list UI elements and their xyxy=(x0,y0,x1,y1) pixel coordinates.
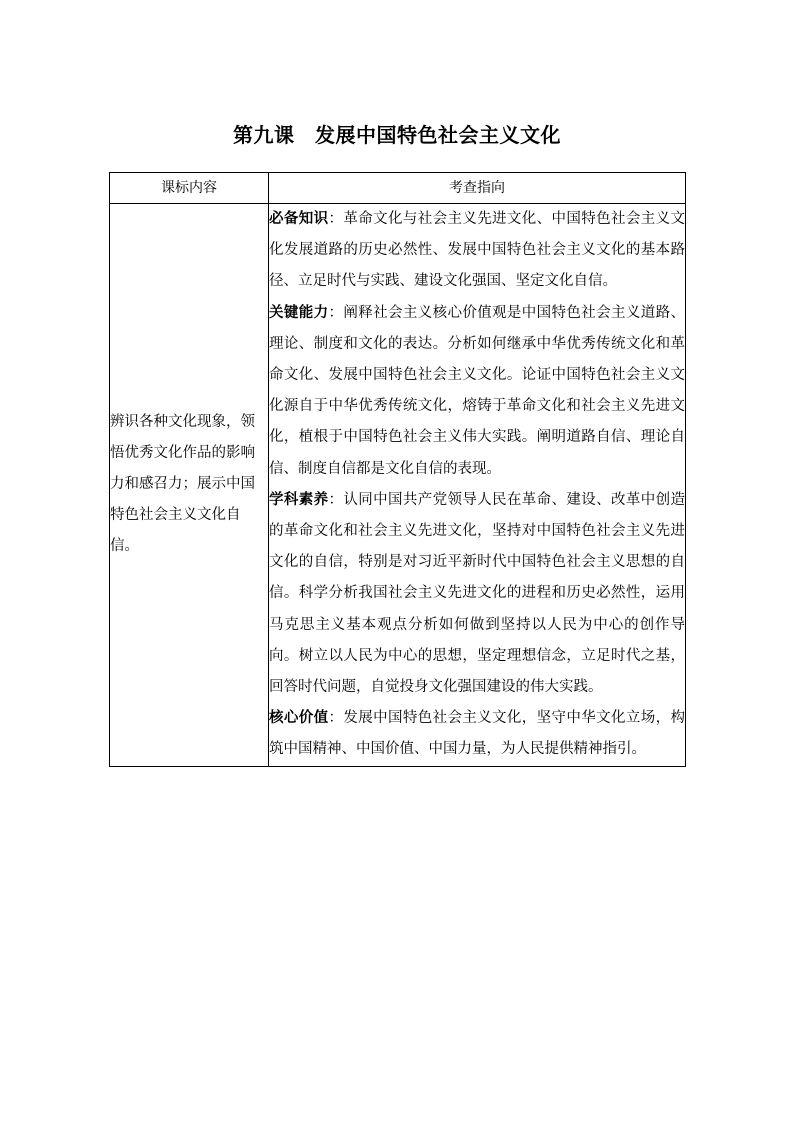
section-text: 发展中国特色社会主义文化，坚守中华文化立场，构筑中国精神、中国价值、中国力量，为人民提供精神指引。 xyxy=(269,710,686,758)
section-label: 关键能力 xyxy=(269,304,329,321)
section-label: 学科素养 xyxy=(269,491,329,508)
table-header-row xyxy=(110,173,686,204)
section-subject-literacy xyxy=(269,485,685,703)
section-label: 必备知识 xyxy=(269,211,329,227)
section-text: 阐释社会主义核心价值观是中国特色社会主义道路、理论、制度和文化的表达。分析如何继承中华优秀传统文化和革命文化、发展中国特色社会主义文化。论证中国特色社会主义文化源自于中华优秀传统文化，熔铸于革命文化和社会主义先进文化，植根于中国特色社会主义伟大实践。阐明道路自信、理论自信、制度自信都是文化自信的表现。 xyxy=(269,304,686,477)
section-separator: ： xyxy=(328,710,344,727)
page-title: 第九课 发展中国特色社会主义文化 xyxy=(233,123,561,147)
table-row xyxy=(110,204,686,767)
section-separator: ： xyxy=(328,491,344,508)
section-text: 认同中国共产党领导人民在革命、建设、改革中创造的革命文化和社会主义先进文化，坚持对中国特色社会主义先进文化的自信，特别是对习近平新时代中国特色社会主义思想的自信。科学分析我国社会主义先进文化的进程和历史必然性，运用马克思主义基本观点分析如何做到坚持以人民为中心的创作导向。树立以人民为中心的思想，坚定理想信念，立足时代之基，回答时代问题，自觉投身文化强国建设的伟大实践。 xyxy=(269,491,686,696)
section-label: 核心价值 xyxy=(269,710,329,727)
curriculum-table xyxy=(109,172,686,767)
section-key-ability xyxy=(269,298,685,485)
curriculum-content-cell: 辨识各种文化现象，领悟优秀文化作品的影响力和感召力；展示中国特色社会主义文化自信。 xyxy=(110,204,269,767)
section-text: 革命文化与社会主义先进文化、中国特色社会主义文化发展道路的历史必然性、发展中国特色社会主义文化的基本路径、立足时代与实践、建设文化强国、坚定文化自信。 xyxy=(269,211,686,290)
section-separator: ： xyxy=(328,304,344,321)
header-exam-focus: 考查指向 xyxy=(269,173,686,204)
section-essential-knowledge xyxy=(269,204,685,298)
exam-focus-cell xyxy=(269,204,686,767)
section-core-value xyxy=(269,703,685,765)
header-curriculum-content: 课标内容 xyxy=(110,173,269,204)
section-separator: ： xyxy=(328,211,344,227)
